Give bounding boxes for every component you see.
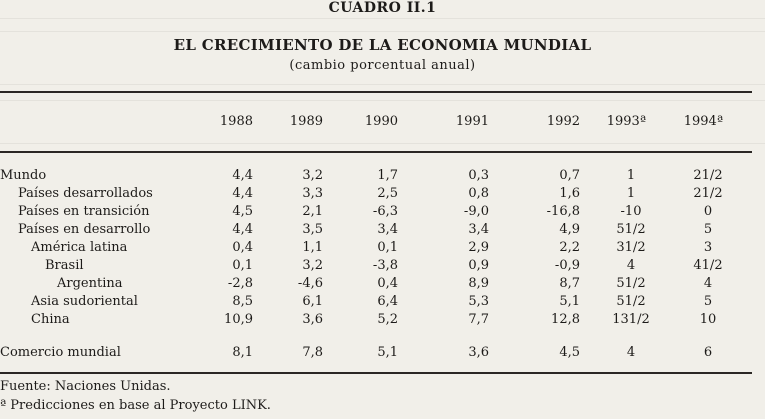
table-cell: 2,9 [468, 240, 489, 255]
table-cell: 2,2 [559, 240, 580, 255]
column-header-1994: 1994ª [683, 114, 723, 129]
table-cell: 3,5 [302, 222, 323, 237]
column-header-1992: 1992 [546, 114, 580, 129]
table-cell: 41/2 [693, 258, 723, 273]
row-label: Asia sudoriental [31, 294, 138, 309]
row-label: Brasil [45, 258, 84, 273]
table-cell: 4 [626, 258, 636, 273]
table-cell: 131/2 [612, 312, 650, 327]
table-cell: 8,1 [232, 345, 253, 360]
table-row [0, 294, 765, 312]
table-cell: -6,3 [372, 204, 398, 219]
table-cell: 3,6 [468, 345, 489, 360]
table-cell: 0,1 [377, 240, 398, 255]
table-cell: 8,5 [232, 294, 253, 309]
table-note: ª Predicciones en base al Proyecto LINK. [0, 398, 271, 413]
row-label: Argentina [57, 276, 123, 291]
table-cell: 5,2 [377, 312, 398, 327]
bleed-line [0, 84, 765, 85]
row-label: Países en desarrollo [18, 222, 151, 237]
table-cell: -2,8 [227, 276, 253, 291]
table-title: EL CRECIMIENTO DE LA ECONOMIA MUNDIAL [173, 36, 592, 54]
table-cell: -4,6 [297, 276, 323, 291]
top-rule [0, 91, 752, 93]
table-cell: -16,8 [546, 204, 580, 219]
table-cell: 4,4 [232, 222, 253, 237]
table-cell: 4,9 [559, 222, 580, 237]
table-cell: 4,4 [232, 168, 253, 183]
table-cell: 4 [626, 345, 636, 360]
table-cell: 7,8 [302, 345, 323, 360]
table-row [0, 276, 765, 294]
table-cell: 4,5 [232, 204, 253, 219]
table-cell: 51/2 [616, 222, 646, 237]
table-cell: 4,4 [232, 186, 253, 201]
table-cell: 8,7 [559, 276, 580, 291]
bleed-line [0, 18, 765, 19]
header-rule [0, 151, 752, 153]
table-cell: 5 [703, 222, 713, 237]
table-cell: 2,1 [302, 204, 323, 219]
table-cell: 0,4 [377, 276, 398, 291]
table-cell: 3,4 [377, 222, 398, 237]
table-cell: 3,3 [302, 186, 323, 201]
bleed-line [0, 31, 765, 32]
table-cell: 4,5 [559, 345, 580, 360]
table-cell: -0,9 [554, 258, 580, 273]
table-cell: 1 [626, 168, 636, 183]
bleed-line [0, 143, 765, 144]
table-cell: 51/2 [616, 294, 646, 309]
column-header-1993: 1993ª [606, 114, 646, 129]
table-row [0, 312, 765, 330]
row-label: China [31, 312, 70, 327]
table-cell: 3,4 [468, 222, 489, 237]
column-header-1988: 1988 [219, 114, 253, 129]
table-cell: 12,8 [551, 312, 580, 327]
row-label: Comercio mundial [0, 345, 121, 360]
table-cell: 10 [699, 312, 717, 327]
table-cell: 21/2 [693, 168, 723, 183]
table-cell: 0,3 [468, 168, 489, 183]
table-row [0, 345, 765, 363]
table-cell: 7,7 [468, 312, 489, 327]
table-cell: 21/2 [693, 186, 723, 201]
table-cell: 5 [703, 294, 713, 309]
table-row [0, 222, 765, 240]
table-source: Fuente: Naciones Unidas. [0, 379, 171, 394]
table-row [0, 204, 765, 222]
table-row [0, 240, 765, 258]
column-header-1989: 1989 [289, 114, 323, 129]
table-cell: -3,8 [372, 258, 398, 273]
table-subtitle: (cambio porcentual anual) [289, 58, 476, 73]
table-cell: 0,7 [559, 168, 580, 183]
table-cell: 51/2 [616, 276, 646, 291]
table-number: CUADRO II.1 [328, 0, 437, 16]
table-cell: 8,9 [468, 276, 489, 291]
column-header-1990: 1990 [364, 114, 398, 129]
table-cell: 5,1 [377, 345, 398, 360]
table-cell: 4 [703, 276, 713, 291]
table-cell: 3,6 [302, 312, 323, 327]
table-cell: -10 [620, 204, 642, 219]
row-label: Países en transición [18, 204, 150, 219]
table-cell: 1,6 [559, 186, 580, 201]
table-cell: 1,1 [302, 240, 323, 255]
row-label: Países desarrollados [18, 186, 153, 201]
row-label: América latina [31, 240, 128, 255]
table-cell: 6 [703, 345, 713, 360]
table-cell: 31/2 [616, 240, 646, 255]
bleed-line [0, 100, 765, 101]
table-row [0, 258, 765, 276]
table-cell: 1,7 [377, 168, 398, 183]
table-cell: -9,0 [463, 204, 489, 219]
table-cell: 3,2 [302, 258, 323, 273]
column-header-1991: 1991 [455, 114, 489, 129]
table-cell: 0,8 [468, 186, 489, 201]
row-label: Mundo [0, 168, 47, 183]
table-cell: 3 [703, 240, 713, 255]
table-cell: 3,2 [302, 168, 323, 183]
bottom-rule [0, 372, 752, 374]
table-cell: 10,9 [224, 312, 253, 327]
table-row [0, 168, 765, 186]
table-cell: 1 [626, 186, 636, 201]
table-cell: 0,4 [232, 240, 253, 255]
table-cell: 6,4 [377, 294, 398, 309]
table-cell: 5,1 [559, 294, 580, 309]
table-cell: 5,3 [468, 294, 489, 309]
table-row [0, 186, 765, 204]
table-cell: 0,1 [232, 258, 253, 273]
table-cell: 6,1 [302, 294, 323, 309]
table-cell: 0 [703, 204, 713, 219]
table-cell: 2,5 [377, 186, 398, 201]
table-cell: 0,9 [468, 258, 489, 273]
